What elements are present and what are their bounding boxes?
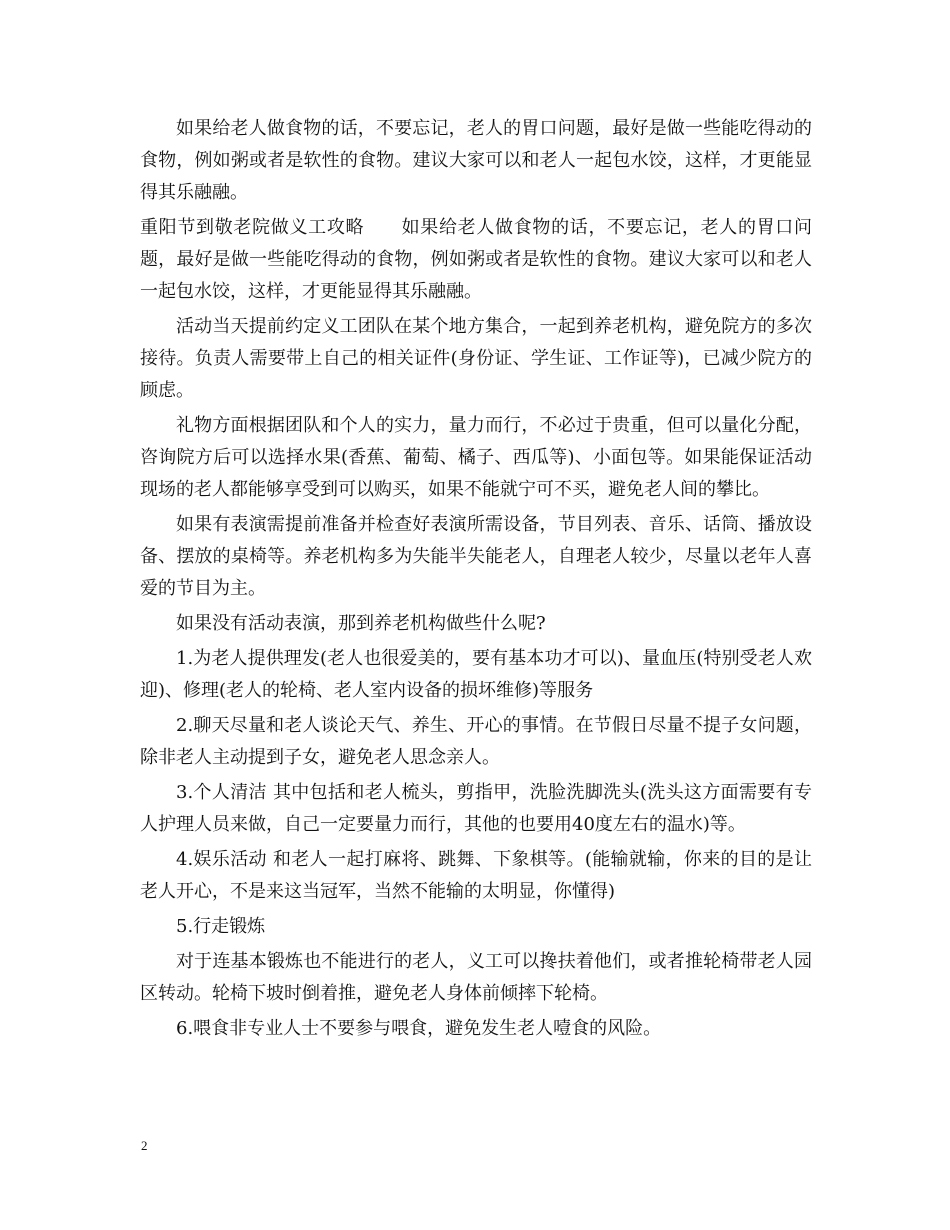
document-body (140, 113, 812, 1048)
paragraph: 对于连基本锻炼也不能进行的老人，义工可以搀扶着他们，或者推轮椅带老人园区转动。轮椅下坡时倒着推，避免老人身体前倾摔下轮椅。 (140, 951, 812, 1004)
list-item: 2.聊天尽量和老人谈论天气、养生、开心的事情。在节假日尽量不提子女问题，除非老人主动提到子女，避免老人思念亲人。 (140, 715, 812, 768)
paragraph: 礼物方面根据团队和个人的实力，量力而行，不必过于贵重，但可以量化分配，咨询院方后可以选择水果(香蕉、葡萄、橘子、西瓜等)、小面包等。如果能保证活动现场的老人都能够享受到可以购买，如果不能就宁可不买，避免老人间的攀比。 (140, 415, 812, 500)
paragraph: 如果给老人做食物的话，不要忘记，老人的胃口问题，最好是做一些能吃得动的食物，例如粥或者是软性的食物。建议大家可以和老人一起包水饺，这样，才更能显得其乐融融。 (140, 118, 812, 203)
paragraph: 重阳节到敬老院做义工攻略 如果给老人做食物的话，不要忘记，老人的胃口问题，最好是做一些能吃得动的食物，例如粥或者是软性的食物。建议大家可以和老人一起包水饺，这样，才更能显得其乐融融。 (140, 217, 812, 302)
paragraph: 如果有表演需提前准备并检查好表演所需设备，节目列表、音乐、话筒、播放设备、摆放的桌椅等。养老机构多为失能半失能老人，自理老人较少，尽量以老年人喜爱的节目为主。 (140, 514, 812, 599)
list-item: 6.喂食非专业人士不要参与喂食，避免发生老人噎食的风险。 (176, 1018, 662, 1039)
list-item: 3.个人清洁 其中包括和老人梳头，剪指甲，洗脸洗脚洗头(洗头这方面需要有专人护理人员来做，自己一定要量力而行，其他的也要用40度左右的温水)等。 (140, 782, 812, 835)
list-item: 5.行走锻炼 (176, 916, 266, 937)
list-item: 4.娱乐活动 和老人一起打麻将、跳舞、下象棋等。(能输就输，你来的目的是让老人开心，不是来这当冠军，当然不能输的太明显，你懂得) (140, 849, 812, 902)
list-item: 1.为老人提供理发(老人也很爱美的，要有基本功才可以)、量血压(特别受老人欢迎)、修理(老人的轮椅、老人室内设备的损坏维修)等服务 (140, 648, 812, 701)
paragraph: 如果没有活动表演，那到养老机构做些什么呢? (176, 613, 546, 634)
page-number: 2 (141, 1138, 148, 1153)
paragraph: 活动当天提前约定义工团队在某个地方集合，一起到养老机构，避免院方的多次接待。负责人需要带上自己的相关证件(身份证、学生证、工作证等)，已减少院方的顾虑。 (140, 316, 812, 401)
